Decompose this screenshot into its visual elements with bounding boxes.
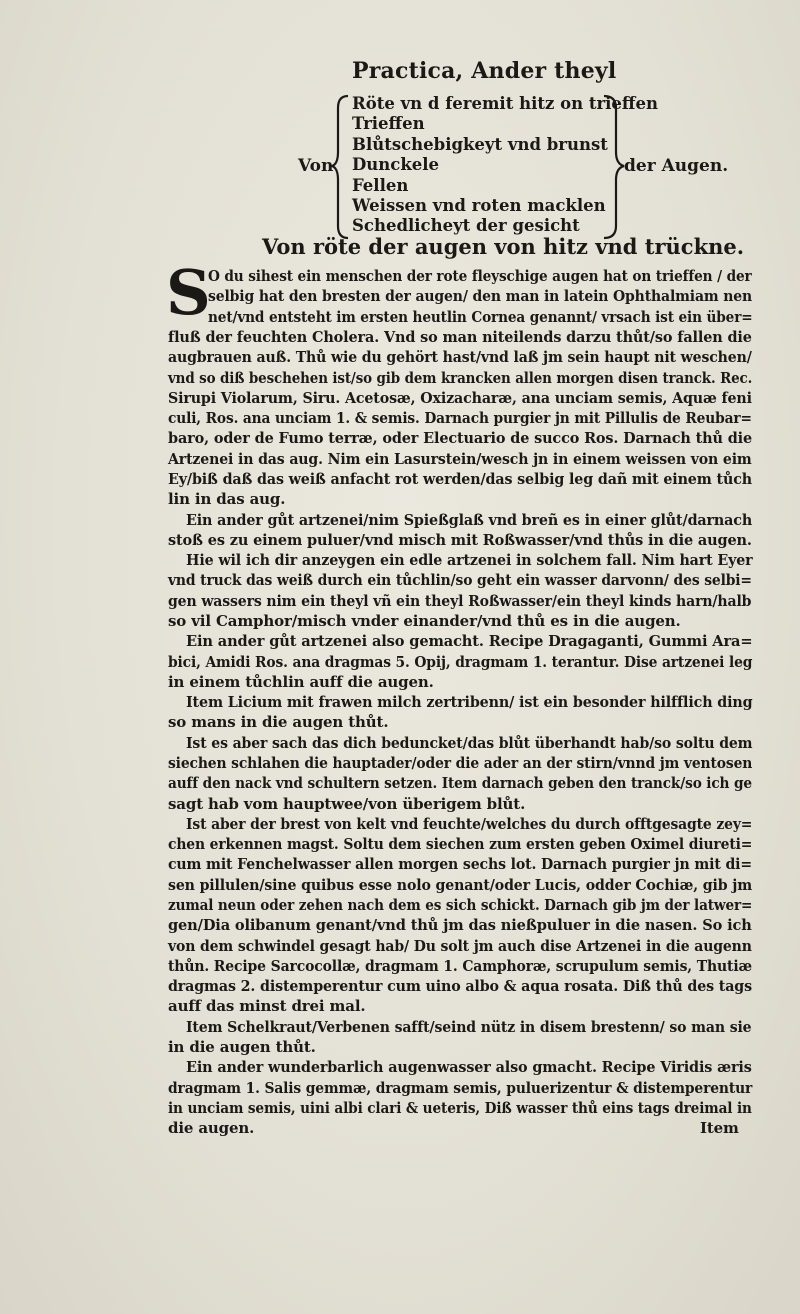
text-line: siechen schlahen die hauptader/oder die ader an der stirn/vnnd jm ventosen — [168, 754, 753, 772]
text-line: so vil Camphor/misch vnder einander/vnd thů es in die augen. — [168, 612, 681, 630]
text-line: bici, Amidi Ros. ana dragmas 5. Opij, dragmam 1. terantur. Dise artzenei leg — [168, 653, 753, 671]
text-line: selbig hat den bresten der augen/ den man in latein Ophthalmiam nen — [208, 287, 753, 305]
toc-item: Fellen — [352, 175, 409, 195]
text-line: Ist es aber sach das dich beduncket/das blůt überhandt hab/so soltu dem — [186, 734, 753, 752]
text-line: dragmas 2. distemperentur cum uino albo & aqua rosata. Diß thů des tags — [168, 977, 752, 995]
text-line: Item Licium mit frawen milch zertribenn/ ist ein besonder hilfflich ding — [186, 693, 753, 711]
text-line: dragmam 1. Salis gemmæ, dragmam semis, puluerizentur & distemperentur — [168, 1079, 753, 1097]
text-line: Ein ander wunderbarlich augenwasser also gmacht. Recipe Viridis æris — [186, 1058, 752, 1076]
toc-item: Schedlicheyt der gesicht — [352, 216, 580, 236]
text-line: stoß es zu einem puluer/vnd misch mit Roßwasser/vnd thůs in die augen. — [168, 531, 752, 549]
text-line: Sirupi Violarum, Siru. Acetosæ, Oxizacharæ, ana unciam semis, Aquæ feni — [168, 389, 752, 407]
toc-item: Dunckele — [352, 155, 440, 175]
catchword: Item — [700, 1119, 739, 1137]
toc-right-label: der Augen. — [624, 156, 729, 176]
section-heading: Von röte der augen von hitz vnd trückne. — [262, 234, 745, 259]
text-line: Ey/biß daß das weiß anfacht rot werden/das selbig leg dañ mit einem tůch — [168, 470, 752, 488]
drop-cap-initial: S — [166, 256, 211, 329]
text-line: in einem tůchlin auff die augen. — [168, 673, 434, 691]
text-line: Ein ander gůt artzenei/nim Spießglaß vnd breñ es in einer glůt/darnach — [186, 511, 753, 529]
text-line: baro, oder de Fumo terræ, oder Electuario de succo Ros. Darnach thů die — [168, 429, 753, 447]
text-line: Item Schelkraut/Verbenen safft/seind nütz in disem brestenn/ so man sie — [186, 1018, 752, 1036]
text-line: Hie wil ich dir anzeygen ein edle artzenei in solchem fall. Nim hart Eyer — [186, 551, 753, 569]
toc-item: Blůtschebigkeyt vnd brunst — [352, 134, 608, 154]
text-line: gen wassers nim ein theyl vñ ein theyl Roßwasser/ein theyl kinds harn/halb — [168, 592, 752, 610]
text-line: zumal neun oder zehen nach dem es sich schickt. Darnach gib jm der latwer= — [168, 896, 753, 914]
text-line: culi, Ros. ana unciam 1. & semis. Darnach purgier jn mit Pillulis de Reubar= — [168, 409, 752, 427]
text-line: Ist aber der brest von kelt vnd feuchte/welches du durch offtgesagte zey= — [186, 815, 753, 833]
toc-item: Trieffen — [352, 114, 425, 134]
text-line: so mans in die augen thůt. — [168, 713, 389, 731]
text-line: gen/Dia olibanum genant/vnd thů jm das nießpuluer in die nasen. So ich — [168, 916, 752, 934]
text-line: auff das minst drei mal. — [168, 997, 366, 1015]
text-line: augbrauen auß. Thů wie du gehört hast/vnd laß jm sein haupt nit weschen/ — [168, 348, 752, 366]
text-line: Ein ander gůt artzenei also gemacht. Recipe Dragaganti, Gummi Ara= — [186, 632, 753, 650]
text-line: thůn. Recipe Sarcocollæ, dragmam 1. Camphoræ, scrupulum semis, Thutiæ — [168, 957, 752, 975]
text-line: in unciam semis, uini albi clari & ueteris, Diß wasser thů eins tags dreimal in — [168, 1099, 752, 1117]
text-line: O du sihest ein menschen der rote fleyschige augen hat on trieffen / der — [208, 267, 752, 285]
text-line: vnd so diß beschehen ist/so gib dem krancken allen morgen disen tranck. Rec. — [168, 369, 753, 387]
toc-item: Weissen vnd roten macklen — [352, 195, 606, 215]
toc-left-label: Von — [298, 156, 334, 176]
right-brace — [600, 94, 626, 240]
text-line: lin in das aug. — [168, 490, 286, 508]
text-line: sen pillulen/sine quibus esse nolo genant/oder Lucis, odder Cochiæ, gib jm — [168, 876, 753, 894]
left-brace — [330, 94, 352, 240]
text-line: auff den nack vnd schultern setzen. Item darnach geben den tranck/so ich ge — [168, 774, 752, 792]
text-line: sagt hab vom hauptwee/von überigem blůt. — [168, 795, 526, 813]
toc-item: Röte vn d feremit hitz on trieffen — [352, 94, 658, 113]
text-line: die augen. — [168, 1119, 255, 1137]
text-line: Artzenei in das aug. Nim ein Lasurstein/wesch jn in einem weissen von eim — [168, 450, 752, 468]
text-line: cum mit Fenchelwasser allen morgen sechs lot. Darnach purgier jn mit di= — [168, 855, 753, 873]
text-line: in die augen thůt. — [168, 1038, 316, 1056]
running-head: Practica, Ander theyl — [352, 58, 617, 84]
text-line: von dem schwindel gesagt hab/ Du solt jm auch dise Artzenei in die augenn — [168, 937, 752, 955]
text-line: vnd truck das weiß durch ein tůchlin/so geht ein wasser darvonn/ des selbi= — [168, 571, 752, 589]
text-line: fluß der feuchten Cholera. Vnd so man niteilends darzu thůt/so fallen die — [168, 328, 752, 346]
text-line: chen erkennen magst. Soltu dem siechen zum ersten geben Oximel diureti= — [168, 835, 753, 853]
text-line: net/vnd entsteht im ersten heutlin Cornea genannt/ vrsach ist ein über= — [208, 308, 753, 326]
